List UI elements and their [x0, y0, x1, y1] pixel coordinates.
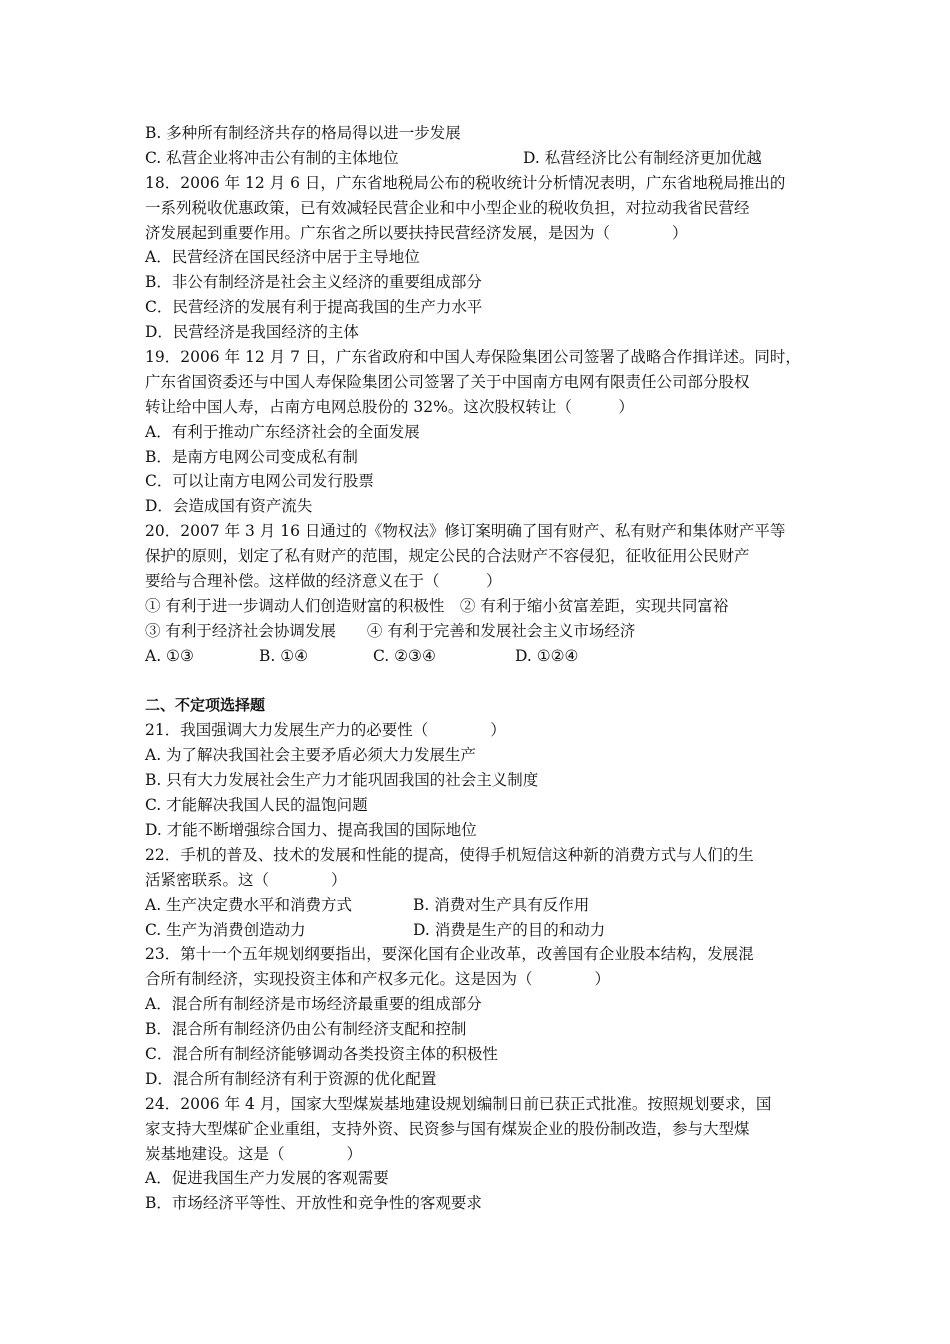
q20-statements-3-4: ③ 有利于经济社会协调发展 ④ 有利于完善和发展社会主义市场经济: [145, 621, 636, 640]
q20-option-a: A. ①③: [145, 646, 194, 665]
q20-stem-line-2: 保护的原则，划定了私有财产的范围，规定公民的合法财产不容侵犯，征收征用公民财产: [145, 547, 750, 566]
q21-stem: 21．我国强调大力发展生产力的必要性（ ）: [145, 721, 506, 740]
q20-option-c: C. ②③④: [373, 646, 436, 665]
q18-option-a: A．民营经济在国民经济中居于主导地位: [145, 248, 420, 267]
q18-stem-line-1: 18．2006 年 12 月 6 日，广东省地税局公布的税收统计分析情况表明，广东省地税局推出的: [145, 173, 786, 192]
q19-option-a: A．有利于推动广东经济社会的全面发展: [145, 422, 420, 441]
q22-option-b: B. 消费对生产具有反作用: [413, 895, 590, 914]
section-spacer: [145, 669, 825, 694]
q23-option-d: D．混合所有制经济有利于资源的优化配置: [145, 1069, 437, 1088]
q17-options-cd: [145, 146, 825, 171]
q20-statements-1-2: ① 有利于进一步调动人们创造财富的积极性 ② 有利于缩小贫富差距，实现共同富裕: [145, 596, 729, 615]
q23-option-c: C．混合所有制经济能够调动各类投资主体的积极性: [145, 1044, 498, 1063]
q21-option-a: A. 为了解决我国社会主要矛盾必须大力发展生产: [145, 746, 477, 765]
q17-option-d: D. 私营经济比公有制经济更加优越: [523, 148, 762, 167]
q20-option-d: D. ①②④: [515, 646, 579, 665]
q23-stem-line-1: 23．第十一个五年规划纲要指出，要深化国有企业改革，改善国有企业股本结构，发展混: [145, 945, 754, 964]
q24-stem-line-1: 24．2006 年 4 月，国家大型煤炭基地建设规划编制日前已获正式批准。按照规划要求，国: [145, 1094, 772, 1113]
q19-option-c: C．可以让南方电网公司发行股票: [145, 472, 374, 491]
q22-option-c: C. 生产为消费创造动力: [145, 920, 306, 939]
q20-options: [145, 644, 825, 669]
q19-stem-line-2: 广东省国资委还与中国人寿保险集团公司签署了关于中国南方电网有限责任公司部分股权: [145, 372, 750, 391]
q19-option-b: B．是南方电网公司变成私有制: [145, 447, 358, 466]
q18-stem-line-3: 济发展起到重要作用。广东省之所以要扶持民营经济发展，是因为（ ）: [145, 223, 688, 242]
q21-option-d: D. 才能不断增强综合国力、提高我国的国际地位: [145, 820, 477, 839]
q23-option-a: A．混合所有制经济是市场经济最重要的组成部分: [145, 995, 482, 1014]
document-page: [145, 121, 825, 1216]
q20-stem-line-1: 20．2007 年 3 月 16 日通过的《物权法》修订案明确了国有财产、私有财产和集体财产平等: [145, 522, 786, 541]
q18-stem-line-2: 一系列税收优惠政策，已有效减轻民营企业和中小型企业的税收负担，对拉动我省民营经: [145, 198, 750, 217]
q24-option-a: A．促进我国生产力发展的客观需要: [145, 1169, 389, 1188]
q17-option-c: C. 私营企业将冲击公有制的主体地位: [145, 148, 399, 167]
q23-option-b: B．混合所有制经济仍由公有制经济支配和控制: [145, 1020, 467, 1039]
q19-option-d: D．会造成国有资产流失: [145, 497, 313, 516]
q19-stem-line-3: 转让给中国人寿，占南方电网总股份的 32%。这次股权转让（ ）: [145, 397, 634, 416]
q24-option-b: B．市场经济平等性、开放性和竞争性的客观要求: [145, 1194, 482, 1213]
q18-option-d: D．民营经济是我国经济的主体: [145, 323, 359, 342]
q22-stem-line-1: 22．手机的普及、技术的发展和性能的提高，使得手机短信这种新的消费方式与人们的生: [145, 845, 754, 864]
q18-option-c: C．民营经济的发展有利于提高我国的生产力水平: [145, 298, 483, 317]
q23-stem-line-2: 合所有制经济，实现投资主体和产权多元化。这是因为（ ）: [145, 970, 611, 989]
section-heading: 二、不定项选择题: [145, 696, 266, 715]
q17-option-b: B. 多种所有制经济共存的格局得以进一步发展: [145, 124, 461, 142]
q22-option-a: A. 生产决定费水平和消费方式: [145, 895, 353, 914]
q22-options-ab: [145, 893, 825, 918]
q24-stem-line-2: 家支持大型煤矿企业重组，支持外资、民资参与国有煤炭企业的股份制改造，参与大型煤: [145, 1119, 750, 1138]
q24-stem-line-3: 炭基地建设。这是（ ）: [145, 1144, 363, 1163]
q19-stem-line-1: 19．2006 年 12 月 7 日，广东省政府和中国人寿保险集团公司签署了战略合作揖详述。同时，: [145, 348, 801, 367]
q18-option-b: B．非公有制经济是社会主义经济的重要组成部分: [145, 273, 482, 292]
q20-option-b: B. ①④: [259, 646, 309, 665]
q22-stem-line-2: 活紧密联系。这（ ）: [145, 870, 347, 889]
q22-option-d: D. 消费是生产的目的和动力: [413, 920, 606, 939]
q22-options-cd: [145, 918, 825, 943]
q21-option-b: B. 只有大力发展社会生产力才能巩固我国的社会主义制度: [145, 771, 539, 790]
q21-option-c: C. 才能解决我国人民的温饱问题: [145, 796, 368, 815]
q20-stem-line-3: 要给与合理补偿。这样做的经济意义在于（ ）: [145, 572, 502, 591]
